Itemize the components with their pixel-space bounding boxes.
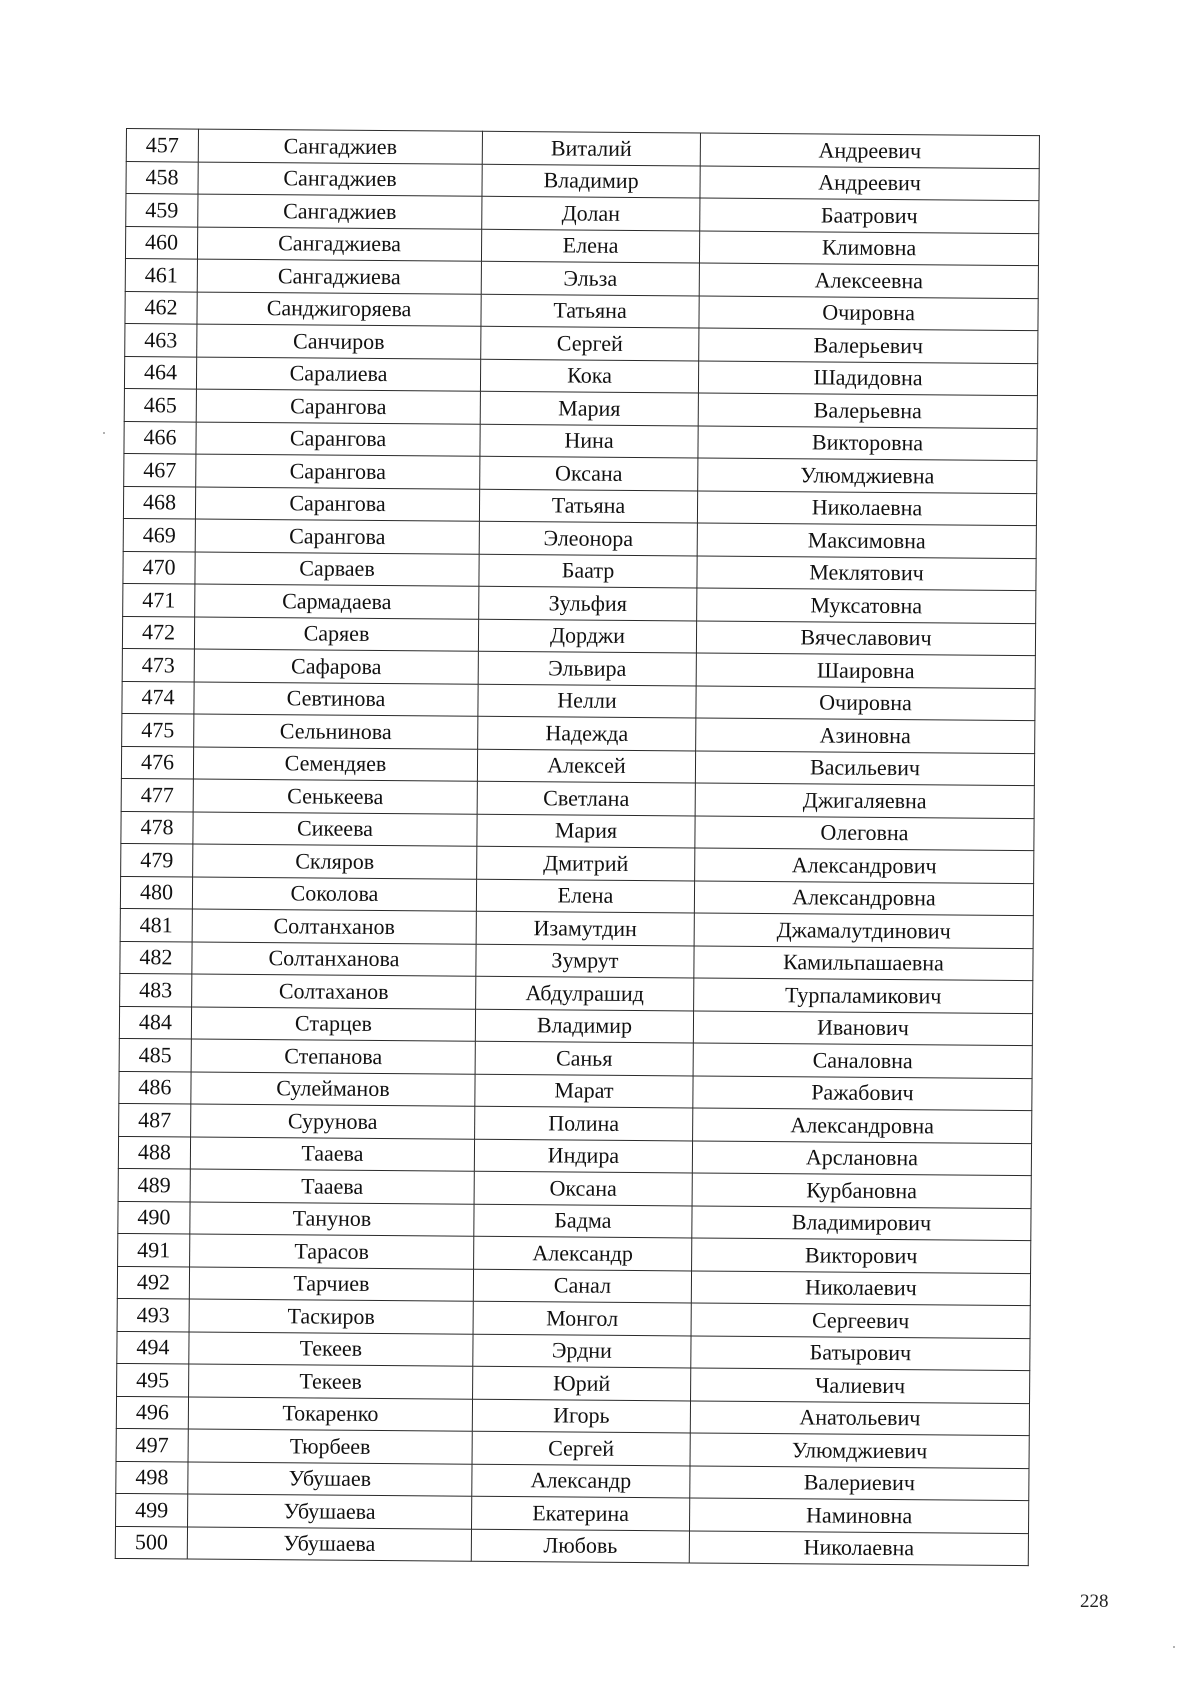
surname-cell: Токаренко bbox=[188, 1397, 472, 1432]
surname-cell: Сарангова bbox=[196, 454, 480, 489]
first-name-cell: Зумрут bbox=[476, 944, 694, 978]
patronymic-cell: Саналовна bbox=[693, 1043, 1032, 1078]
first-name-cell: Санал bbox=[473, 1269, 691, 1303]
patronymic-cell: Олеговна bbox=[695, 815, 1034, 850]
row-number-cell: 479 bbox=[121, 843, 193, 876]
row-number-cell: 492 bbox=[117, 1266, 189, 1299]
row-number-cell: 466 bbox=[124, 421, 196, 454]
patronymic-cell: Александровна bbox=[693, 1108, 1032, 1143]
surname-cell: Сангаджиев bbox=[198, 162, 482, 197]
first-name-cell: Нина bbox=[480, 424, 698, 458]
row-number-cell: 480 bbox=[120, 876, 192, 909]
patronymic-cell: Камильпашаевна bbox=[694, 945, 1033, 980]
row-number-cell: 473 bbox=[122, 648, 194, 681]
first-name-cell: Сергей bbox=[481, 326, 699, 360]
surname-cell: Тарчиев bbox=[189, 1267, 473, 1302]
first-name-cell: Марат bbox=[475, 1074, 693, 1108]
row-number-cell: 470 bbox=[123, 551, 195, 584]
patronymic-cell: Андреевич bbox=[700, 133, 1039, 168]
patronymic-cell: Александрович bbox=[695, 848, 1034, 883]
surname-cell: Степанова bbox=[191, 1039, 475, 1074]
surname-cell: Саряев bbox=[194, 617, 478, 652]
patronymic-cell: Викторовна bbox=[698, 426, 1037, 461]
first-name-cell: Светлана bbox=[477, 781, 695, 815]
row-number-cell: 489 bbox=[118, 1168, 190, 1201]
surname-cell: Саралиева bbox=[196, 357, 480, 392]
first-name-cell: Монгол bbox=[473, 1301, 691, 1335]
patronymic-cell: Азиновна bbox=[696, 718, 1035, 753]
names-table bbox=[115, 128, 1040, 1566]
surname-cell: Сельнинова bbox=[194, 714, 478, 749]
surname-cell: Старцев bbox=[191, 1007, 475, 1042]
row-number-cell: 459 bbox=[126, 194, 198, 227]
first-name-cell: Сергей bbox=[472, 1431, 690, 1465]
first-name-cell: Зульфия bbox=[479, 586, 697, 620]
patronymic-cell: Шадидовна bbox=[698, 361, 1037, 396]
patronymic-cell: Викторович bbox=[692, 1238, 1031, 1273]
surname-cell: Танунов bbox=[190, 1202, 474, 1237]
patronymic-cell: Очировна bbox=[696, 685, 1035, 720]
surname-cell: Сарангова bbox=[196, 422, 480, 457]
row-number-cell: 462 bbox=[125, 291, 197, 324]
patronymic-cell: Батырович bbox=[691, 1335, 1030, 1370]
first-name-cell: Оксана bbox=[480, 456, 698, 490]
row-number-cell: 467 bbox=[124, 453, 196, 486]
patronymic-cell: Николаевна bbox=[697, 491, 1036, 526]
patronymic-cell: Валериевич bbox=[690, 1465, 1029, 1500]
first-name-cell: Владимир bbox=[482, 164, 700, 198]
surname-cell: Солтанханова bbox=[192, 942, 476, 977]
surname-cell: Сармадаева bbox=[195, 584, 479, 619]
row-number-cell: 474 bbox=[122, 681, 194, 714]
row-number-cell: 477 bbox=[121, 778, 193, 811]
table-row bbox=[115, 1526, 1028, 1566]
patronymic-cell: Улюмджиевна bbox=[698, 458, 1037, 493]
patronymic-cell: Улюмджиевич bbox=[690, 1433, 1029, 1468]
surname-cell: Сангаджиев bbox=[198, 194, 482, 229]
first-name-cell: Баатр bbox=[479, 554, 697, 588]
surname-cell: Сулейманов bbox=[191, 1072, 475, 1107]
row-number-cell: 463 bbox=[125, 323, 197, 356]
patronymic-cell: Джамалутдинович bbox=[694, 913, 1033, 948]
row-number-cell: 490 bbox=[118, 1201, 190, 1234]
patronymic-cell: Алексеевна bbox=[699, 263, 1038, 298]
surname-cell: Сарангова bbox=[195, 519, 479, 554]
row-number-cell: 464 bbox=[124, 356, 196, 389]
surname-cell: Таскиров bbox=[189, 1299, 473, 1334]
patronymic-cell: Максимовна bbox=[697, 523, 1036, 558]
row-number-cell: 469 bbox=[123, 518, 195, 551]
surname-cell: Сангаджиев bbox=[198, 129, 482, 164]
surname-cell: Убушаева bbox=[187, 1527, 471, 1562]
row-number-cell: 458 bbox=[126, 161, 198, 194]
surname-cell: Сангаджиева bbox=[197, 259, 481, 294]
surname-cell: Убушаев bbox=[188, 1462, 472, 1497]
surname-cell: Сангаджиева bbox=[197, 227, 481, 262]
first-name-cell: Нелли bbox=[478, 684, 696, 718]
first-name-cell: Юрий bbox=[473, 1366, 691, 1400]
surname-cell: Санджигоряева bbox=[197, 292, 481, 327]
first-name-cell: Любовь bbox=[471, 1529, 689, 1563]
patronymic-cell: Баатрович bbox=[700, 198, 1039, 233]
row-number-cell: 496 bbox=[116, 1396, 188, 1429]
row-number-cell: 491 bbox=[118, 1233, 190, 1266]
patronymic-cell: Климовна bbox=[699, 231, 1038, 266]
row-number-cell: 494 bbox=[117, 1331, 189, 1364]
patronymic-cell: Владимирович bbox=[692, 1205, 1031, 1240]
first-name-cell: Александр bbox=[472, 1464, 690, 1498]
surname-cell: Сафарова bbox=[194, 649, 478, 684]
row-number-cell: 482 bbox=[120, 941, 192, 974]
patronymic-cell: Турпаламикович bbox=[694, 978, 1033, 1013]
row-number-cell: 485 bbox=[119, 1038, 191, 1071]
first-name-cell: Абдулрашид bbox=[476, 976, 694, 1010]
row-number-cell: 487 bbox=[119, 1103, 191, 1136]
surname-cell: Сарангова bbox=[196, 389, 480, 424]
row-number-cell: 484 bbox=[119, 1006, 191, 1039]
page-number: 228 bbox=[1080, 1591, 1109, 1612]
row-number-cell: 498 bbox=[116, 1461, 188, 1494]
patronymic-cell: Чалиевич bbox=[691, 1368, 1030, 1403]
row-number-cell: 497 bbox=[116, 1428, 188, 1461]
patronymic-cell: Очировна bbox=[699, 296, 1038, 331]
first-name-cell: Долан bbox=[482, 196, 700, 230]
patronymic-cell: Николаевич bbox=[691, 1270, 1030, 1305]
patronymic-cell: Валерьевна bbox=[698, 393, 1037, 428]
patronymic-cell: Валерьевич bbox=[699, 328, 1038, 363]
row-number-cell: 478 bbox=[121, 811, 193, 844]
scan-speck bbox=[1173, 1646, 1175, 1648]
surname-cell: Тааева bbox=[190, 1137, 474, 1172]
first-name-cell: Елена bbox=[476, 879, 694, 913]
first-name-cell: Бадма bbox=[474, 1204, 692, 1238]
patronymic-cell: Васильевич bbox=[695, 750, 1034, 785]
surname-cell: Тааева bbox=[190, 1169, 474, 1204]
first-name-cell: Алексей bbox=[477, 749, 695, 783]
surname-cell: Сарваев bbox=[195, 552, 479, 587]
first-name-cell: Елена bbox=[481, 229, 699, 263]
first-name-cell: Санья bbox=[475, 1041, 693, 1075]
row-number-cell: 472 bbox=[122, 616, 194, 649]
row-number-cell: 481 bbox=[120, 908, 192, 941]
first-name-cell: Изамутдин bbox=[476, 911, 694, 945]
surname-cell: Сарангова bbox=[195, 487, 479, 522]
row-number-cell: 457 bbox=[126, 129, 198, 162]
first-name-cell: Игорь bbox=[472, 1399, 690, 1433]
row-number-cell: 495 bbox=[117, 1363, 189, 1396]
row-number-cell: 500 bbox=[115, 1526, 187, 1559]
row-number-cell: 493 bbox=[117, 1298, 189, 1331]
first-name-cell: Кока bbox=[480, 359, 698, 393]
first-name-cell: Эльза bbox=[481, 261, 699, 295]
first-name-cell: Надежда bbox=[478, 716, 696, 750]
row-number-cell: 483 bbox=[120, 973, 192, 1006]
first-name-cell: Мария bbox=[480, 391, 698, 425]
surname-cell: Соколова bbox=[192, 877, 476, 912]
row-number-cell: 476 bbox=[121, 746, 193, 779]
first-name-cell: Эльвира bbox=[478, 651, 696, 685]
first-name-cell: Элеонора bbox=[479, 521, 697, 555]
surname-cell: Сикеева bbox=[193, 812, 477, 847]
surname-cell: Санчиров bbox=[197, 324, 481, 359]
row-number-cell: 499 bbox=[116, 1493, 188, 1526]
patronymic-cell: Николаевна bbox=[689, 1530, 1028, 1565]
patronymic-cell: Курбановна bbox=[692, 1173, 1031, 1208]
patronymic-cell: Андреевич bbox=[700, 166, 1039, 201]
surname-cell: Сурунова bbox=[191, 1104, 475, 1139]
first-name-cell: Дмитрий bbox=[477, 846, 695, 880]
patronymic-cell: Иванович bbox=[693, 1010, 1032, 1045]
row-number-cell: 475 bbox=[122, 713, 194, 746]
patronymic-cell: Шаировна bbox=[696, 653, 1035, 688]
row-number-cell: 471 bbox=[123, 583, 195, 616]
surname-cell: Солтаханов bbox=[192, 974, 476, 1009]
names-table-body bbox=[115, 129, 1039, 1566]
patronymic-cell: Вячеславович bbox=[696, 620, 1035, 655]
first-name-cell: Мария bbox=[477, 814, 695, 848]
row-number-cell: 460 bbox=[125, 226, 197, 259]
patronymic-cell: Анатольевич bbox=[690, 1400, 1029, 1435]
first-name-cell: Екатерина bbox=[472, 1496, 690, 1530]
surname-cell: Семендяев bbox=[193, 747, 477, 782]
first-name-cell: Дорджи bbox=[478, 619, 696, 653]
surname-cell: Сенькеева bbox=[193, 779, 477, 814]
first-name-cell: Полина bbox=[475, 1106, 693, 1140]
row-number-cell: 461 bbox=[125, 258, 197, 291]
patronymic-cell: Арслановна bbox=[692, 1140, 1031, 1175]
first-name-cell: Александр bbox=[474, 1236, 692, 1270]
surname-cell: Севтинова bbox=[194, 682, 478, 717]
surname-cell: Скляров bbox=[193, 844, 477, 879]
patronymic-cell: Ражабович bbox=[693, 1075, 1032, 1110]
row-number-cell: 468 bbox=[123, 486, 195, 519]
patronymic-cell: Сергеевич bbox=[691, 1303, 1030, 1338]
patronymic-cell: Наминовна bbox=[690, 1498, 1029, 1533]
patronymic-cell: Меклятович bbox=[697, 555, 1036, 590]
patronymic-cell: Муксатовна bbox=[697, 588, 1036, 623]
row-number-cell: 465 bbox=[124, 388, 196, 421]
surname-cell: Текеев bbox=[189, 1332, 473, 1367]
first-name-cell: Владимир bbox=[475, 1009, 693, 1043]
scan-speck bbox=[103, 432, 105, 434]
patronymic-cell: Александровна bbox=[694, 880, 1033, 915]
first-name-cell: Эрдни bbox=[473, 1334, 691, 1368]
patronymic-cell: Джигаляевна bbox=[695, 783, 1034, 818]
first-name-cell: Оксана bbox=[474, 1171, 692, 1205]
first-name-cell: Виталий bbox=[482, 131, 700, 165]
surname-cell: Тюрбеев bbox=[188, 1429, 472, 1464]
row-number-cell: 486 bbox=[119, 1071, 191, 1104]
row-number-cell: 488 bbox=[118, 1136, 190, 1169]
first-name-cell: Татьяна bbox=[479, 489, 697, 523]
surname-cell: Солтанханов bbox=[192, 909, 476, 944]
surname-cell: Тарасов bbox=[190, 1234, 474, 1269]
surname-cell: Убушаева bbox=[188, 1494, 472, 1529]
surname-cell: Текеев bbox=[189, 1364, 473, 1399]
first-name-cell: Татьяна bbox=[481, 294, 699, 328]
first-name-cell: Индира bbox=[474, 1139, 692, 1173]
